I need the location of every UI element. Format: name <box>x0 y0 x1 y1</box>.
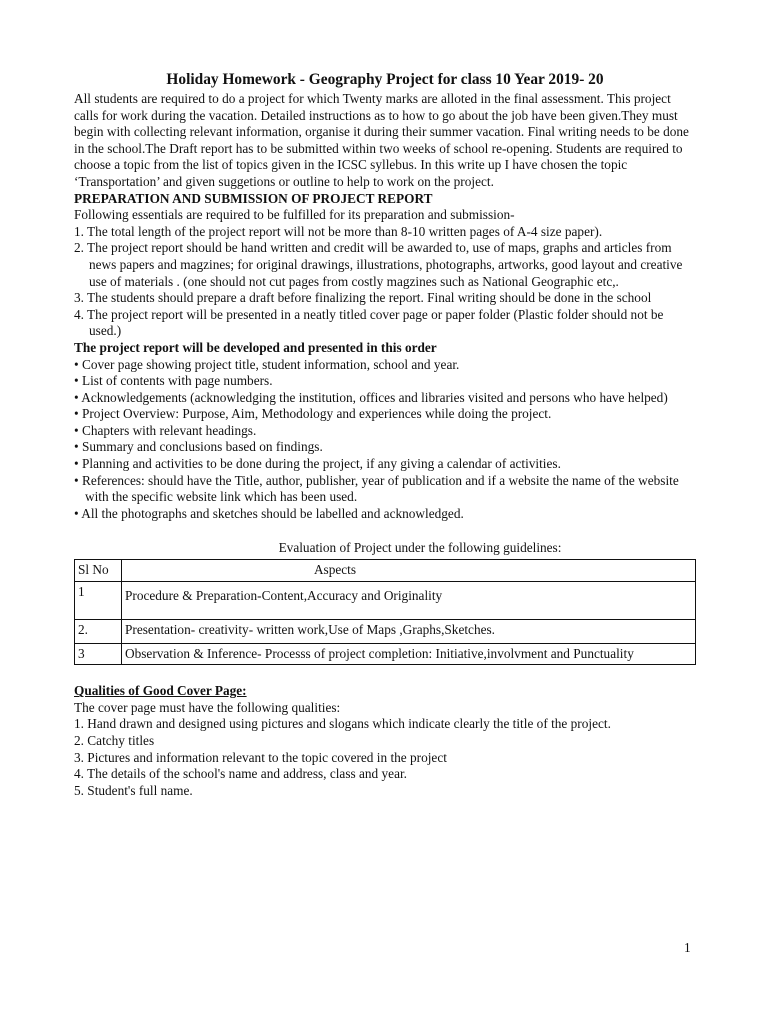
table-row <box>75 581 696 619</box>
table-header-row <box>75 560 696 582</box>
row-aspect: Observation & Inference- Processs of project completion: Initiative,involvment and Punctuality <box>122 643 696 665</box>
header-aspects: Aspects <box>122 560 696 582</box>
evaluation-table <box>74 559 696 665</box>
cover-section <box>74 683 696 799</box>
preparation-item: 3. The students should prepare a draft before finalizing the report. Final writing should be done in the school <box>74 290 652 306</box>
preparation-item: 4. The project report will be presented in a neatly titled cover page or paper folder (Plastic folder should not be used.) <box>74 306 664 339</box>
header-sl-no: Sl No <box>75 560 122 582</box>
document-title: Holiday Homework - Geography Project for class 10 Year 2019- 20 <box>166 71 604 88</box>
order-heading: The project report will be developed and presented in this order <box>74 339 437 355</box>
order-list <box>74 357 696 523</box>
intro-paragraph: All students are required to do a project for which Twenty marks are alloted in the final assessment. This project calls for work during the vacation. Detailed instructions as to how to go about the job have been given.They must begin with collecting relevant information, organise it during their summer vacation. Final writing needs to be done in the school.The Draft report has to be submitted within two weeks of school re-opening. Students are required to choose a topic from the list of topics given in the ICSC syllebus. In this write up I have chosen the topic ‘Transportation’ and given suggetions or outline to help to work on the project. <box>74 91 689 189</box>
preparation-item: 2. The project report should be hand written and credit will be awarded to, use of maps, graphs and articles from news papers and magzines; for original drawings, illustrations, photographs, artworks, good layout and creative use of materials . (one should not cut pages from costly magzines such as National Geographic etc,. <box>74 240 683 289</box>
row-number: 1 <box>75 581 122 619</box>
preparation-item: 1. The total length of the project report will not be more than 8-10 written pages of A-4 size paper). <box>74 223 603 239</box>
order-item: • References: should have the Title, author, publisher, year of publication and if a website the name of the website with the specific website link which has been used. <box>74 472 679 505</box>
order-item: • Project Overview: Purpose, Aim, Methodology and experiences while doing the project. <box>74 406 552 422</box>
document-page <box>74 70 696 799</box>
preparation-list <box>74 224 696 340</box>
cover-item: 1. Hand drawn and designed using pictures and slogans which indicate clearly the title of the project. <box>74 716 611 732</box>
page-number: 1 <box>684 940 691 955</box>
cover-lead: The cover page must have the following qualities: <box>74 699 341 715</box>
cover-list <box>74 716 696 799</box>
order-item: • Planning and activities to be done during the project, if any giving a calendar of activities. <box>74 456 561 472</box>
preparation-heading: PREPARATION AND SUBMISSION OF PROJECT REPORT <box>74 190 433 206</box>
cover-item: 4. The details of the school's name and address, class and year. <box>74 766 407 782</box>
order-item: • Summary and conclusions based on findings. <box>74 439 323 455</box>
cover-heading: Qualities of Good Cover Page: <box>74 683 247 699</box>
row-aspect: Presentation- creativity- written work,Use of Maps ,Graphs,Sketches. <box>122 619 696 643</box>
order-item: • Cover page showing project title, student information, school and year. <box>74 356 460 372</box>
row-number: 2. <box>75 619 122 643</box>
cover-item: 3. Pictures and information relevant to the topic covered in the project <box>74 749 447 765</box>
evaluation-caption: Evaluation of Project under the following guidelines: <box>278 540 562 556</box>
table-row <box>75 643 696 665</box>
order-item: • List of contents with page numbers. <box>74 373 273 389</box>
preparation-lead: Following essentials are required to be fulfilled for its preparation and submission- <box>74 207 515 223</box>
row-aspect: Procedure & Preparation-Content,Accuracy and Originality <box>122 581 696 619</box>
cover-item: 5. Student's full name. <box>74 782 193 798</box>
row-number: 3 <box>75 643 122 665</box>
cover-item: 2. Catchy titles <box>74 733 155 748</box>
table-row <box>75 619 696 643</box>
order-item: • All the photographs and sketches should be labelled and acknowledged. <box>74 505 464 521</box>
order-item: • Chapters with relevant headings. <box>74 422 257 438</box>
order-item: • Acknowledgements (acknowledging the institution, offices and libraries visited and persons who have helped) <box>74 389 668 405</box>
